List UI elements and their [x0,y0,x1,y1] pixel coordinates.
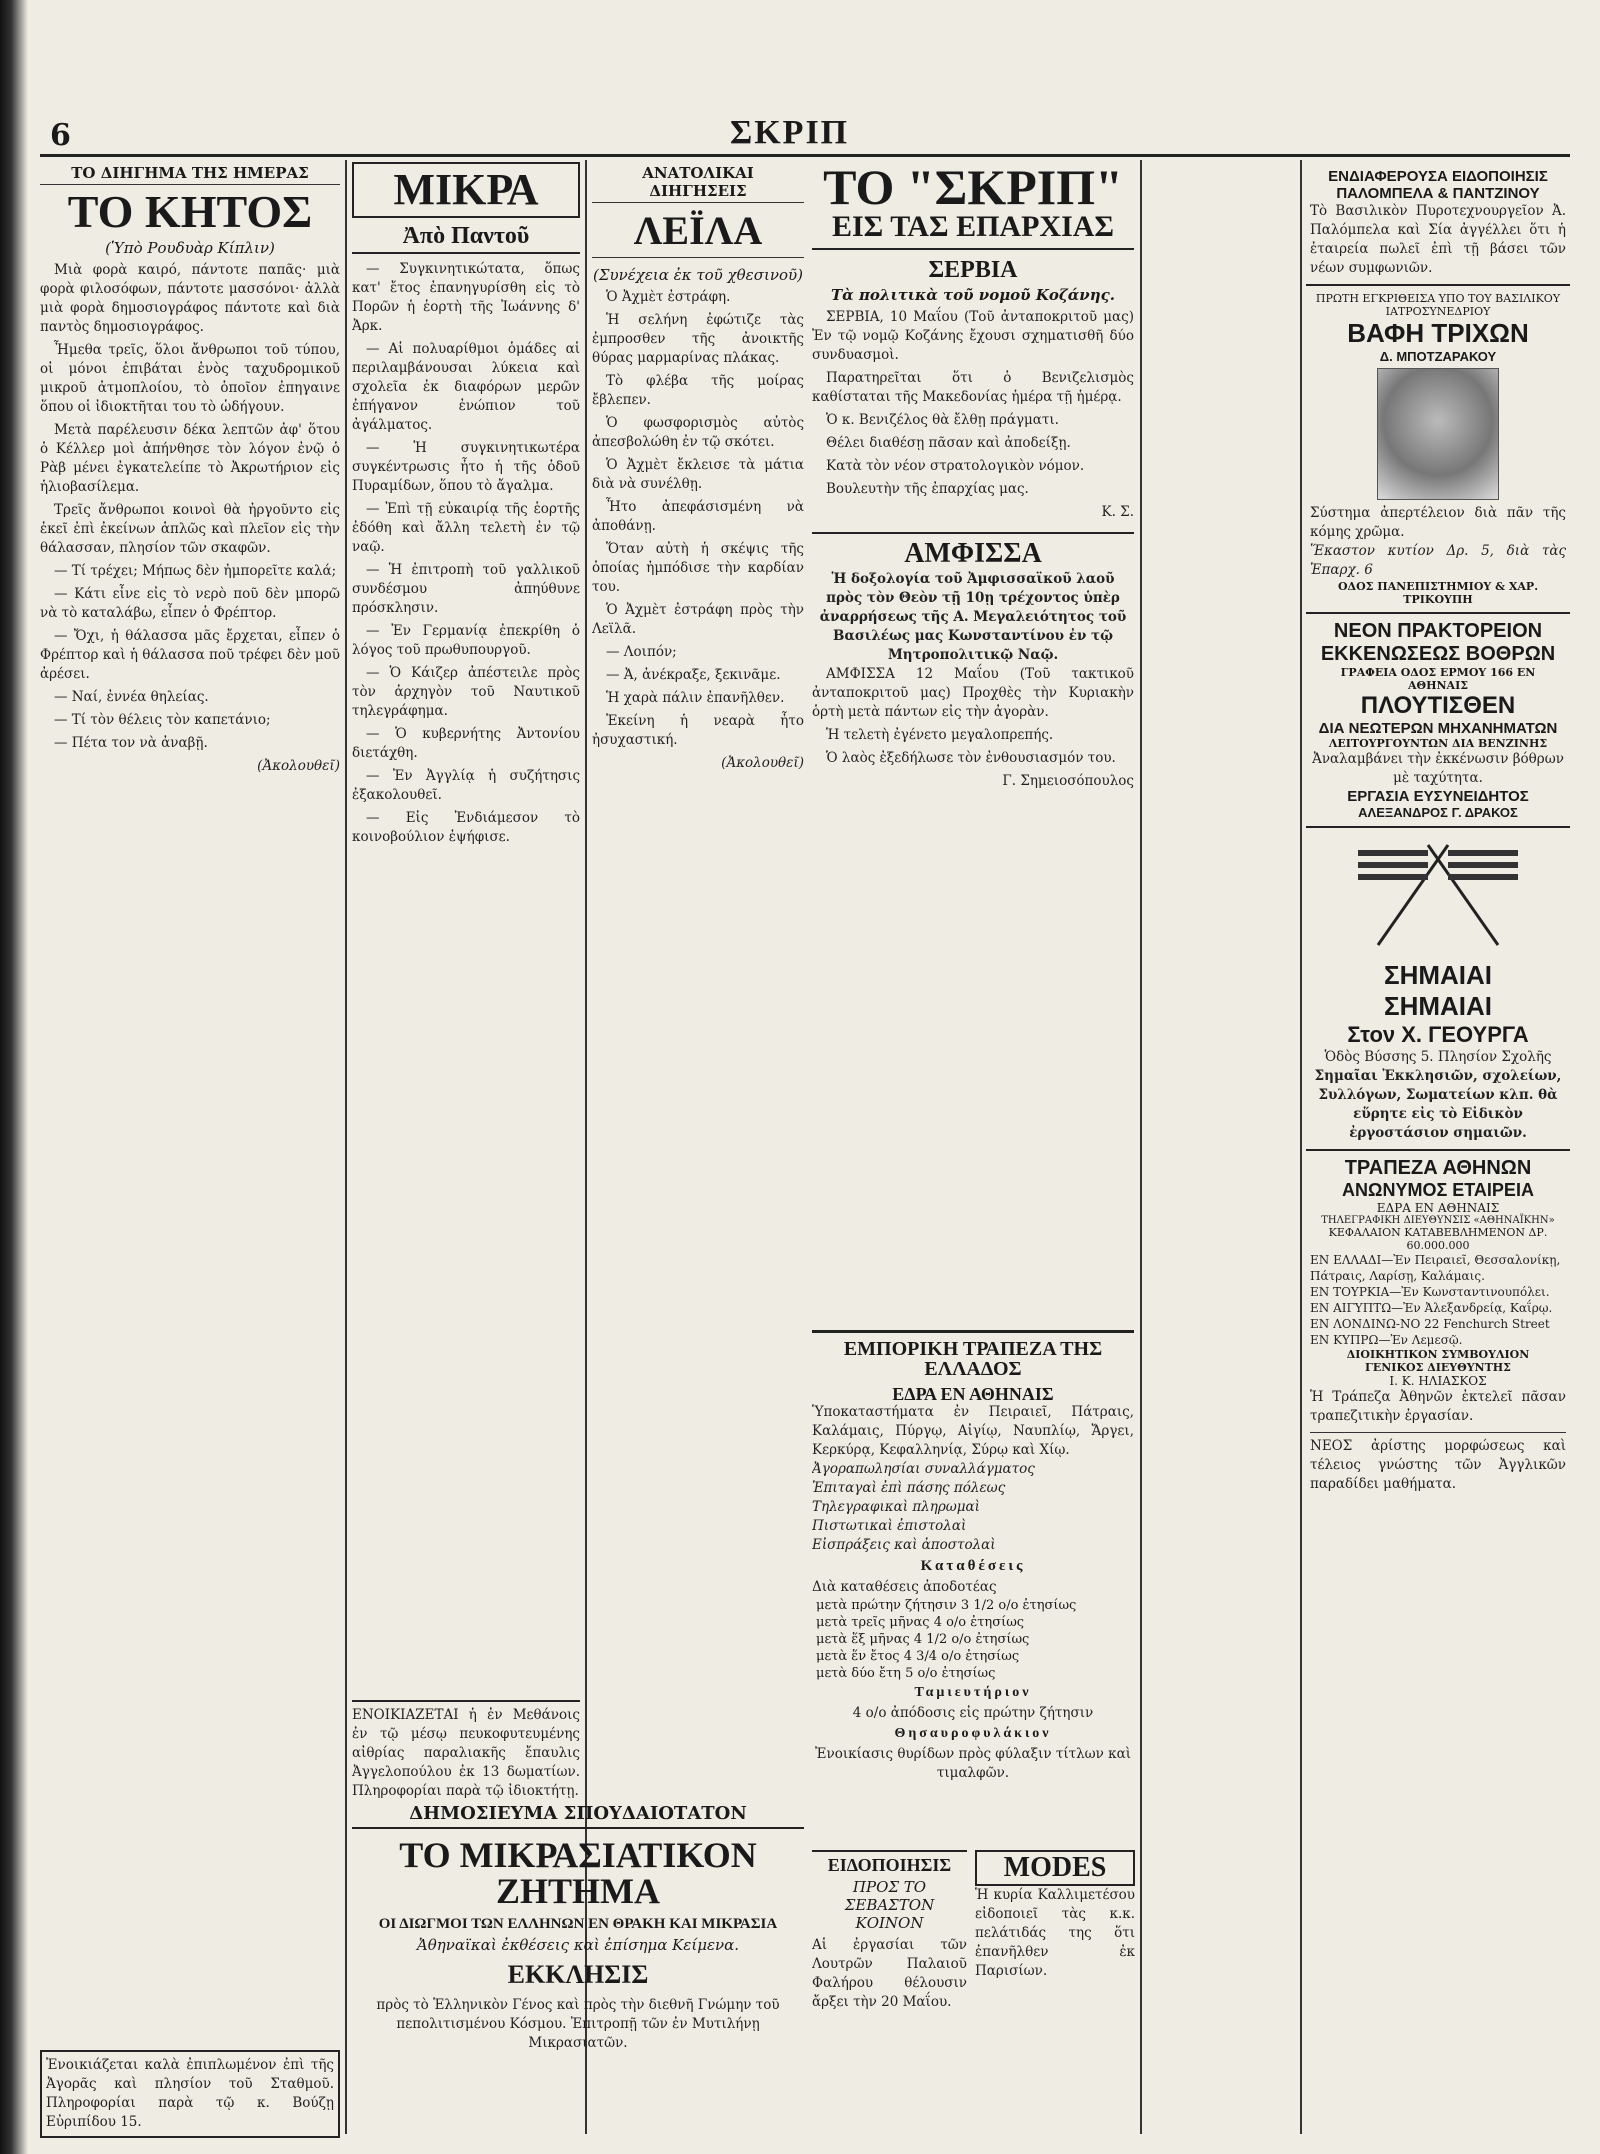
ad-address: Ὁδὸς Βύσσης 5. Πλησίον Σχολῆς [1324,1049,1552,1065]
ad-maker: Δ. ΜΠΟΤΖΑΡΑΚΟΥ [1379,349,1497,364]
ad-line: ΔΙΑ ΝΕΩΤΕΡΩΝ ΜΗΧΑΝΗΜΑΤΩΝ [1318,720,1558,737]
paragraph: ΑΜΦΙΣΣΑ 12 Μαΐου (Τοῦ τακτικοῦ ἀνταποκριτοῦ μας) Προχθὲς τὴν Κυριακὴν ὁρτὴ μετὰ πάντων εἰς τὴν ἀγορὰν. [812,666,1134,720]
banner-line: Ἀθηναϊκαὶ ἐκθέσεις καὶ ἐπίσημα Κείμενα. [416,1936,740,1954]
ad-title: ΒΑΦΗ ΤΡΙΧΩΝ [1347,318,1529,348]
bank-advertisement [812,1330,1134,1843]
paragraph: — Πέτα τον νὰ ἀναβῇ. [54,735,208,751]
service-item: Πιστωτικαὶ ἐπιστολαὶ [812,1518,967,1534]
classified-ad: Ἐνοικιάζεται καλὰ ἐπιπλωμένον ἐπὶ τῆς Ἀγορᾶς καὶ πλησίον τοῦ Σταθμοῦ. Πληροφορίαι παρὰ τῷ κ. Βούζῃ Εὐριπίδου 15. [40,2050,340,2138]
ad-address: ΟΔΟΣ ΠΑΝΕΠΙΣΤΗΜΙΟΥ & ΧΑΡ. ΤΡΙΚΟΥΠΗ [1337,580,1539,606]
section-label: ΤΟ ΔΙΗΓΗΜΑ ΤΗΣ ΗΜΕΡΑΣ [40,162,340,185]
ad-seller: Στον Χ. ΓΕΟΥΡΓΑ [1347,1022,1529,1047]
rental-notice: ΕΝΟΙΚΙΑΖΕΤΑΙ ἡ ἐν Μεθάνοις ἐν τῷ μέσῳ πευκοφυτευμένης αἰθρίας παραλιακῆς ἔπαυλις Ἀγγελοπούλου ἐκ 13 δωματίων. Πληροφορίαι παρὰ τῷ ἰδιοκτήτῃ. [352,1700,580,1801]
service-item: Τηλεγραφικαὶ πληρωμαὶ [812,1499,980,1515]
director-name: Ι. Κ. ΗΛΙΑΣΚΟΣ [1389,1374,1487,1388]
ad-price: Ἕκαστον κυτίον Δρ. 5, διὰ τὰς Ἐπαρχ. 6 [1310,543,1566,578]
bank-branches: Ὑποκαταστήματα ἐν Πειραιεῖ, Πάτραις, Καλάμαις, Πύργῳ, Αἰγίῳ, Ναυπλίῳ, Ἄργει, Κερκύρᾳ, Κεφαλληνίᾳ, Σύρῳ καὶ Χίῳ. [812,1404,1134,1458]
paragraph: Ὅταν αὐτὴ ἡ σκέψις τῆς ὁποίας ἠμπόδισε τὴν καρδίαν του. [592,541,804,595]
notice-block [812,1850,967,2140]
paragraph: — Ὄχι, ἡ θάλασσα μᾶς ἔρχεται, εἶπεν ὁ Φρέπτορ καὶ ἡ θάλασσα ποῦ τρέφει δὲν μοῦ ἀρέσει. [40,628,340,682]
service-item: Ἐπιταγαὶ ἐπὶ πάσης πόλεως [812,1480,1006,1496]
bank-branches [1310,1252,1566,1348]
savings-title: Ταμιευτήριον [914,1685,1032,1700]
paragraph: — Εἰς Ἐνδιάμεσον τὸ κοινοβούλιον ἐψήφισε. [352,810,580,845]
byline: (Ὑπὸ Ρουδυὰρ Κίπλιν) [105,239,275,257]
banner-subtitle: ΟΙ ΔΙΩΓΜΟΙ ΤΩΝ ΕΛΛΗΝΩΝ ΕΝ ΘΡΑΚΗ ΚΑΙ ΜΙΚΡΑΣΙΑ [378,1916,778,1932]
paragraph: — Ἀ, ἀνέκραξε, ξεκινᾶμε. [606,667,781,683]
paragraph: Ὁ κ. Βενιζέλος θὰ ἔλθῃ πράγματι. [826,412,1059,428]
paragraph: — Ἐν Γερμανίᾳ ἐπεκρίθη ὁ λόγος τοῦ πρωθυπουργοῦ. [352,623,580,658]
story-body [592,288,804,773]
amfissa-subheading: Ἡ δοξολογία τοῦ Ἀμφισσαϊκοῦ λαοῦ πρὸς τὸν Θεὸν τῇ 10ῃ τρέχοντος ὑπὲρ ἀναρρήσεως τῆς Α. Μεγαλειότητος τοῦ Βασιλέως μας Κωνσταντίνου ἐν τῷ Μητροπολιτικῷ Ναῷ. [819,571,1127,663]
paragraph: Ὁ Ἀχμὲτ ἔκλεισε τὰ μάτια διὰ νὰ συνέλθῃ. [592,457,804,492]
woman-portrait-illustration [1377,368,1499,500]
story-column [592,162,804,1684]
branch-item: ΕΝ ΚΥΠΡΩ—Ἐν Λεμεσῷ. [1310,1333,1463,1347]
notice-title: ΕΙΔΟΠΟΙΗΣΙΣ [812,1850,967,1874]
ad-title: ΤΡΑΠΕΖΑ ΑΘΗΝΩΝ [1344,1157,1532,1179]
modes-text: Ἡ κυρία Καλλιμετέσου εἰδοποιεῖ τὰς κ.κ. πελάτιδάς της ὅτι ἐπανῆλθεν ἐκ Παρισίων. [975,1887,1135,1979]
rates-label: Διὰ καταθέσεις ἀποδοτέας [812,1579,997,1595]
serbia-body [812,308,1134,522]
ads-column [1306,162,1570,2144]
serbia-subheading: Τὰ πολιτικὰ τοῦ νομοῦ Κοζάνης. [831,286,1115,304]
news-body [352,260,580,847]
ad-kicker: ΠΡΩΤΗ ΕΓΚΡΙΘΕΙΣΑ ΥΠΟ ΤΟΥ ΒΑΣΙΛΙΚΟΥ ΙΑΤΡΟΣΥΝΕΔΡΙΟΥ [1315,292,1561,318]
modes-title: MODES [975,1850,1135,1886]
savings-rate: 4 ο/ο ἀπόδοσις εἰς πρώτην ζήτησιν [852,1705,1094,1721]
story-body [40,261,340,776]
paragraph: Τρεῖς ἄνθρωποι κοινοὶ θὰ ἠργοῦντο εἰς ἐκεῖ ἐπὶ ἐκείνων ἁπλῶς καὶ πλεῖον εἰς τὴν θάλασσαν, πλησίον τῶν σκαφῶν. [40,502,340,556]
ad-slogan: ΕΡΓΑΣΙΑ ΕΥΣΥΝΕΙΔΗΤΟΣ [1347,788,1529,805]
notice-line: ΠΡΟΣ ΤΟ ΣΕΒΑΣΤΟΝ ΚΟΙΝΟΝ [844,1878,935,1932]
bank-capital: ΚΕΦΑΛΑΙΟΝ ΚΑΤΑΒΕΒΛΗΜΕΝΟΝ ΔΡ. 60.000.000 [1328,1226,1548,1252]
bank-telegraph: ΤΗΛΕΓΡΑΦΙΚΗ ΔΙΕΥΘΥΝΣΙΣ «ΑΘΗΝΑΪΚΗΝ» [1321,1215,1555,1226]
branch-item: ΕΝ ΤΟΥΡΚΙΑ—Ἐν Κωνσταντινουπόλει. [1310,1285,1550,1299]
paragraph: — Ἐπὶ τῇ εὐκαιρίᾳ τῆς ἑορτῆς ἐδόθη καὶ ἄλλη τελετὴ ἐν τῷ ναῷ. [352,501,580,555]
director-title: ΓΕΝΙΚΟΣ ΔΙΕΥΘΥΝΤΗΣ [1365,1361,1511,1374]
amfissa-heading: ΑΜΦΙΣΣΑ [812,532,1134,568]
branch-item: ΕΝ ΛΟΝΔΙΝΩ-ΝΟ 22 Fenchurch Street [1310,1317,1550,1331]
paragraph: Ἡ χαρὰ πάλιν ἐπανῆλθεν. [606,690,785,706]
rate-cell: μετὰ πρώτην ζήτησιν 3 1/2 ο/ο ἐτησίως [816,1598,1077,1613]
table-row [812,1631,1134,1648]
amfissa-body [812,665,1134,791]
ad-text: Σημαῖαι Ἐκκλησιῶν, σχολείων, Συλλόγων, Σωματείων κλπ. θὰ εὕρητε εἰς τὸ Εἰδικὸν ἐργοστάσιον σημαιῶν. [1314,1068,1562,1141]
ad-text: Ἀναλαμβάνει τὴν ἐκκένωσιν βόθρων μὲ ταχύτητα. [1312,751,1564,786]
ad-title: ΣΗΜΑΙΑΙ [1383,960,1493,990]
paragraph: Ἦμεθα τρεῖς, ὅλοι ἄνθρωποι τοῦ τύπου, οἱ μόνοι ἐπιβάται ἑνὸς ταχυδρομικοῦ μικροῦ ἀτμοπλοίου, τὸ ὁποῖον ἐπηγαινε ὅπου οἱ ἰδιοκτῆται του τὸ ὡδήγουν. [40,342,340,415]
paragraph: — Ναί, ἐννέα θηλείας. [54,689,209,705]
paragraph: Μιὰ φορὰ καιρό, πάντοτε παπᾶς· μιὰ φορὰ φιλοσόφων, πάντοτε μασσόνοι· ἀλλὰ μιὰ φορὰ δημοσιογράφος πάντοτε καὶ διὰ παντὸς δημοσιογράφος. [40,262,340,335]
paragraph: ΣΕΡΒΙΑ, 10 Μαΐου (Τοῦ ἀνταποκριτοῦ μας) Ἐν τῷ νομῷ Κοζάνης ἔχουσι σχηματισθῆ δύο συνδυασμοὶ. [812,309,1134,363]
ad-owner: ΑΛΕΞΑΝΔΡΟΣ Γ. ΔΡΑΚΟΣ [1358,805,1518,820]
column-rule [345,160,347,2134]
masthead [40,114,1570,157]
paragraph: Παρατηρεῖται ὅτι ὁ Βενιζελισμὸς καθίσταται τῆς Μακεδονίας ἡμέρα τῇ ἡμέρᾳ. [812,370,1134,405]
ad-subtitle: ΑΝΩΝΥΜΟΣ ΕΤΑΙΡΕΙΑ [1342,1180,1534,1200]
table-row [812,1648,1134,1665]
rate-cell: μετὰ δύο ἔτη 5 ο/ο ἐτησίως [816,1666,996,1681]
paragraph: — Ὁ κυβερνήτης Ἀντονίου διετάχθη. [352,726,580,761]
paragraph: — Συγκινητικώτατα, ὅπως κατ' ἔτος ἐπανηγυρίσθη εἰς τὸ Πορῶν ἡ ἑορτὴ τῆς Ἰωάννης δ' Ἀρκ. [352,261,580,334]
ad-line-2: ΛΕΙΤΟΥΡΓΟΥΝΤΩΝ ΔΙΑ ΒΕΝΖΙΝΗΣ [1328,737,1548,750]
paragraph: — Τί τὸν θέλεις τὸν καπετάνιο; [54,712,271,728]
paragraph: Ἐκείνη ἡ νεαρὰ ἦτο ἠσυχαστική. [592,713,804,748]
hair-dye-ad [1306,286,1570,614]
paragraph: Ὁ Ἀχμὲτ ἐστράφη πρὸς τὴν Λεϊλᾶ. [592,602,804,637]
section-subtitle: ΕΙΣ ΤΑΣ ΕΠΑΡΧΙΑΣ [812,212,1134,250]
section-title: ΤΟ "ΣΚΡΙΠ" [823,162,1123,215]
news-column [352,162,580,1684]
banner-title: ΤΟ ΜΙΚΡΑΣΙΑΤΙΚΟΝ ΖΗΤΗΜΑ [399,1835,757,1911]
paragraph: — Ἡ συγκινητικωτέρα συγκέντρωσις ἦτο ἡ τῆς ὁδοῦ Πυραμίδων, ὅπου τὸ ἄγαλμα. [352,440,580,494]
bank-services [812,1460,1134,1555]
branch-item: ΕΝ ΕΛΛΑΔΙ—Ἐν Πειραιεῖ, Θεσσαλονίκῃ, Πάτραις, Λαρίσῃ, Καλάμαις. [1310,1253,1561,1283]
service-item: Εἰσπράξεις καὶ ἀποστολαὶ [812,1537,996,1553]
paragraph: Ὁ Ἀχμὲτ ἐστράφη. [606,289,731,305]
paragraph: Θέλει διαθέσῃ πᾶσαν καὶ ἀποδείξῃ. [826,435,1071,451]
ad-title: ΝΕΟΝ ΠΡΑΚΤΟΡΕΙΟΝ [1333,620,1543,642]
appeal-text: πρὸς τὸ Ἑλληνικὸν Γένος καὶ πρὸς τὴν διεθνῆ Γνώμην τοῦ πεπολιτισμένου Κόσμου. Ἐπιτροπῇ τῶν ἐν Μυτιλήνῃ Μικρασιατῶν. [376,1997,780,2051]
paragraph: — Κάτι εἶνε εἰς τὸ νερὸ ποῦ δὲν μπορῶ νὰ τὸ καταλάβω, εἶπεν ὁ Φρέπτορ. [40,586,340,621]
column-title: ΜΙΚΡΑ [352,162,580,218]
ad-title-2: ΕΚΚΕΝΩΣΕΩΣ ΒΟΘΡΩΝ [1320,643,1556,665]
bank-of-athens-ad [1306,1151,1570,1500]
modes-block [975,1850,1135,2140]
paragraph: — Λοιπόν; [606,644,677,660]
signature: Γ. Σημειοσόπουλος [1002,773,1134,789]
rate-cell: μετὰ ἕξ μῆνας 4 1/2 ο/ο ἐτησίως [816,1632,1030,1647]
paragraph: Ἦτο ἀπεφάσισμένη νὰ ἀποθάνῃ. [592,499,804,534]
banner-kicker: ΔΗΜΟΣΙΕΥΜΑ ΣΠΟΥΔΑΙΟΤΑΤΟΝ [352,1800,804,1829]
section-label: ΑΝΑΤΟΛΙΚΑΙ ΔΙΗΓΗΣΕΙΣ [592,162,804,203]
ad-subtitle: ΠΑΛΟΜΠΕΛΑ & ΠΑΝΤΖΙΝΟΥ [1336,185,1540,202]
paragraph: Ἡ σελήνη ἐφώτιζε τὰς ἐμπροσθεν τῆς ἀνοικτῆς θύρας μαρμαρίνας πλάκας. [592,312,804,366]
paragraph: Ἡ τελετὴ ἐγένετο μεγαλοπρεπής. [826,727,1054,743]
paragraph: Ὁ φωσφορισμὸς αὐτὸς ἀπεσβολώθη ἐν τῷ σκότει. [592,415,804,450]
deposits-title: Καταθέσεις [920,1558,1026,1574]
column-subtitle: Ἀπὸ Παντοῦ [352,224,580,254]
classified-ad: ΝΕΟΣ ἀρίστης μορφώσεως καὶ τέλειος γνώστης τῶν Ἀγγλικῶν παραδίδει μαθήματα. [1310,1432,1566,1494]
announcement-banner [352,1800,804,2140]
ad-title-2: ΣΗΜΑΙΑΙ [1383,991,1493,1021]
story-title: ΛΕΪΛΑ [592,211,804,258]
continued-note: (Ἀκολουθεῖ) [721,755,804,771]
paragraph: Ὁ λαὸς ἐξεδήλωσε τὸν ἐνθουσιασμόν του. [826,750,1116,766]
safe-title: Θησαυροφυλάκιον [894,1726,1052,1741]
ad-text: Σύστημα ἀπερτέλειον διὰ πᾶν τῆς κόμης χρῶμα. [1310,505,1566,540]
paragraph: — Τί τρέχει; Μήπως δὲν ἠμπορεῖτε καλά; [54,563,337,579]
paragraph: — Αἱ πολυαρίθμοι ὁμάδες αἱ περιλαμβάνουσαι λύκεια καὶ σχολεῖα ἐκ διαφόρων μερῶν ἐπήγανον ἐνώπιον τοῦ ἀγάλματος. [352,341,580,433]
notice-ad [1306,162,1570,286]
paragraph: Βουλευτὴν τῆς ἐπαρχίας μας. [826,481,1029,497]
bank-title: ΕΜΠΟΡΙΚΗ ΤΡΑΠΕΖΑ ΤΗΣ ΕΛΛΑΔΟΣ [843,1338,1103,1380]
cesspool-ad [1306,614,1570,828]
appeal-title: ΕΚΚΛΗΣΙΣ [507,1960,649,1989]
table-row [812,1665,1134,1682]
column-rule [1300,160,1302,2134]
flags-ad [1306,828,1570,1151]
ad-name: ΠΛΟΥΤΙΣΘΕΝ [1360,692,1516,719]
notice-text: Αἱ ἐργασίαι τῶν Λουτρῶν Παλαιοῦ Φαλήρου θέλουσιν ἄρξει τὴν 20 Μαΐου. [812,1937,967,2010]
rate-cell: μετὰ τρεῖς μῆνας 4 ο/ο ἐτησίως [816,1615,1025,1630]
flags-illustration [1338,840,1538,950]
paragraph: — Ἡ ἐπιτροπὴ τοῦ γαλλικοῦ συνδέσμου ἀπηύθυνε πρόσκλησιν. [352,562,580,616]
service-item: Ἀγοραπωλησίαι συναλλάγματος [812,1461,1035,1477]
signature: Κ. Σ. [1101,504,1134,520]
table-row [812,1614,1134,1631]
safe-text: Ἐνοικίασις θυρίδων πρὸς φύλαξιν τίτλων καὶ τιμαλφῶν. [814,1746,1132,1781]
paragraph: Κατὰ τὸν νέον στρατολογικὸν νόμον. [826,458,1085,474]
paragraph: Τὸ φλέβα τῆς μοίρας ἔβλεπεν. [592,373,804,408]
bank-board: ΔΙΟΙΚΗΤΙΚΟΝ ΣΥΜΒΟΥΛΙΟΝ [1346,1348,1530,1361]
rate-cell: μετὰ ἕν ἔτος 4 3/4 ο/ο ἐτησίως [816,1649,1020,1664]
story-column [40,162,340,2144]
scan-edge [0,0,28,2154]
serbia-heading: ΣΕΡΒΙΑ [928,257,1018,283]
bank-text: Ἡ Τράπεζα Ἀθηνῶν ἐκτελεῖ πᾶσαν τραπεζιτικὴν ἐργασίαν. [1310,1389,1566,1424]
column-rule [1140,160,1142,2134]
paragraph: Μετὰ παρέλευσιν δέκα λεπτῶν ἀφ' ὅτου ὁ Κέλλερ μοὶ ἀπήνθησε τὸν λόγον ἐνῷ ὁ Ρὰβ μένει ἐγκατελείπε τὸ Ἀκρωτήριον εἰς ἡλιοβασίλεμα. [40,422,340,495]
paragraph: — Ἐν Ἀγγλίᾳ ἡ συζήτησις ἐξακολουθεῖ. [352,768,580,803]
rates-table [812,1597,1134,1682]
provinces-column [812,162,1134,2144]
paragraph: — Ὁ Κάιζερ ἀπέστειλε πρὸς τὸν ἀρχηγὸν τοῦ Ναυτικοῦ τηλεγράφημα. [352,665,580,719]
continued-note: (Ἀκολουθεῖ) [257,758,340,774]
bank-seat: ΕΔΡΑ ΕΝ ΑΘΗΝΑΙΣ [892,1384,1054,1404]
ad-text: Τὸ Βασιλικὸν Πυροτεχνουργεῖον Ἀ. Παλόμπελα καὶ Σία ἀγγέλλει ὅτι ἡ ἐταιρεία πωλεῖ ἐπὶ τῇ βάσει τῶν νέων συμφωνιῶν. [1310,203,1566,276]
table-row [812,1597,1134,1614]
page-number: 6 [50,118,71,153]
ad-title: ΕΝΔΙΑΦΕΡΟΥΣΑ ΕΙΔΟΠΟΙΗΣΙΣ [1328,168,1548,185]
bank-seat: ΕΔΡΑ ΕΝ ΑΘΗΝΑΙΣ [1376,1201,1500,1215]
continued-from: (Συνέχεια ἐκ τοῦ χθεσινοῦ) [593,266,803,284]
story-title: ΤΟ ΚΗΤΟΣ [67,186,313,237]
paper-name: ΣΚΡΙΠ [730,114,850,151]
branch-item: ΕΝ ΑΙΓΥΠΤΩ—Ἐν Ἀλεξανδρείᾳ, Καΐρῳ. [1310,1301,1553,1315]
ad-address: ΓΡΑΦΕΙΑ ΟΔΟΣ ΕΡΜΟΥ 166 ΕΝ ΑΘΗΝΑΙΣ [1340,666,1536,692]
